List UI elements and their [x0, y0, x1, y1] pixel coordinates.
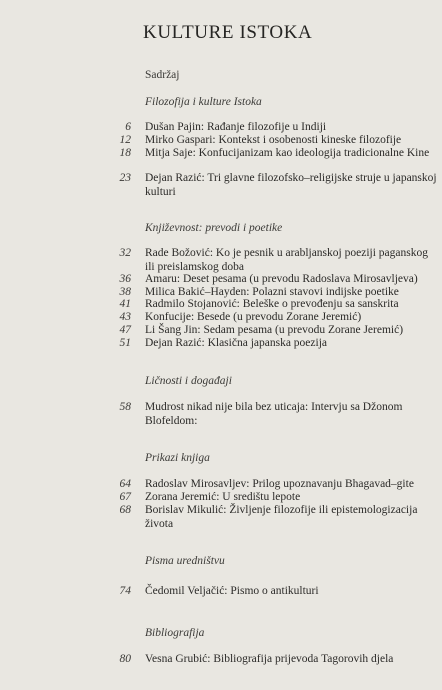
page-number: 80: [119, 653, 131, 665]
page-number: 43: [119, 311, 131, 323]
section-heading: Prikazi knjiga: [145, 452, 210, 464]
page-number: 74: [119, 585, 131, 597]
page-number: 18: [119, 147, 131, 159]
page-title: KULTURE ISTOKA: [143, 22, 313, 43]
entry-text: Čedomil Veljačić: Pismo o antikulturi: [145, 585, 319, 597]
entry-text: Zorana Jeremić: U središtu lepote: [145, 491, 301, 503]
entry-text: Li Šang Jin: Sedam pesama (u prevodu Zorane Jeremić): [145, 324, 404, 336]
entry-text: Milica Bakić–Hayden: Polazni stavovi indijske poetike: [145, 286, 399, 298]
entry-text: Dejan Razić: Klasična japanska poezija: [145, 337, 328, 349]
entry-text: Borislav Mikulić: Življenje filozofije ili epistemologizacija života: [145, 504, 418, 530]
section-heading: Bibliografija: [145, 627, 205, 639]
entry-text: Mudrost nikad nije bila bez uticaja: Intervju sa Džonom Blofeldom:: [145, 401, 403, 427]
entry-text: Rade Božović: Ko je pesnik u arablјanskoj poeziji paganskog ili preislamskog doba: [145, 247, 428, 273]
section-heading: Ličnosti i događaji: [145, 375, 232, 387]
entry-text: Radoslav Mirosavljev: Prilog upoznavanju Bhagavad–gite: [145, 478, 414, 490]
section-heading: Pisma uredništvu: [145, 555, 225, 567]
entry-text: Dejan Razić: Tri glavne filozofsko–religijske struje u japanskoj kulturi: [145, 172, 437, 198]
entry-text: Konfucije: Besede (u prevodu Zorane Jeremić): [145, 311, 362, 323]
page-number: 41: [119, 298, 131, 310]
section-heading: Književnost: prevodi i poetike: [145, 222, 283, 234]
page-number: 12: [119, 134, 131, 146]
page-number: 38: [119, 286, 131, 298]
page-number: 6: [125, 121, 131, 133]
page-number: 68: [119, 504, 131, 516]
entry-text: Amaru: Deset pesama (u prevodu Radoslava Mirosavljeva): [145, 273, 418, 285]
page-number: 36: [119, 273, 131, 285]
contents-label: Sadržaj: [145, 69, 180, 81]
entry-text: Mirko Gaspari: Kontekst i osobenosti kineske filozofije: [145, 134, 402, 146]
entry-text: Dušan Pajin: Rađanje filozofije u Indiji: [145, 121, 327, 133]
section-heading: Filozofija i kulture Istoka: [145, 96, 262, 108]
entry-text: Vesna Grubić: Bibliografija prijevoda Tagorovih djela: [145, 653, 394, 665]
page-number: 67: [119, 491, 131, 503]
page-number: 64: [119, 478, 131, 490]
entry-text: Mitja Saje: Konfucijanizam kao ideologija tradicionalne Kine: [145, 147, 430, 159]
page-number: 32: [119, 247, 131, 259]
entry-text: Radmilo Stojanović: Beleške o prevođenju sa sanskrita: [145, 298, 399, 310]
page-number: 58: [119, 401, 131, 413]
page-number: 47: [119, 324, 131, 336]
page-number: 23: [119, 172, 131, 184]
page-number: 51: [119, 337, 131, 349]
